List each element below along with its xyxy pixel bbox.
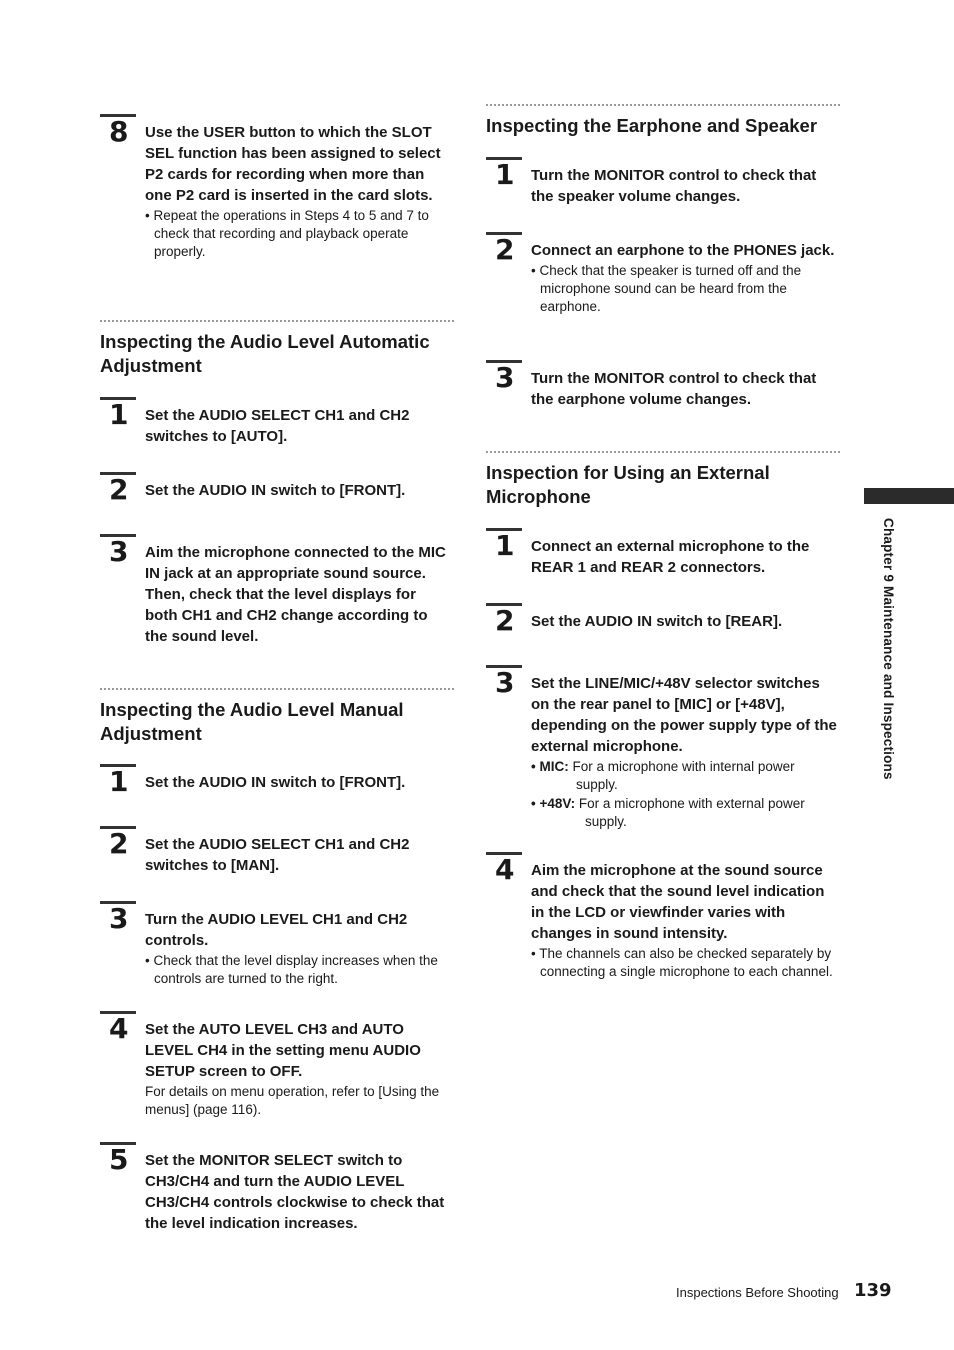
- step-instruction: Set the LINE/MIC/+48V selector switches on the rear panel to [MIC] or [+48V], depending on the power supply type of the external microphone.: [531, 675, 837, 755]
- step-note: • Repeat the operations in Steps 4 to 5 and 7 to check that recording and playback operate properly.: [145, 208, 429, 259]
- step-text: [145, 1019, 451, 1119]
- step-instruction: Aim the microphone at the sound source and check that the sound level indication in the LCD or viewfinder varies with changes in sound intensity.: [531, 862, 825, 942]
- step-instruction: Connect an external microphone to the REAR 1 and REAR 2 connectors.: [531, 538, 810, 576]
- step-number: 3: [486, 665, 522, 698]
- step-instruction: Aim the microphone connected to the MIC IN jack at an appropriate sound source. Then, check that the level displays for both CH1 and CH2 change according to the sound level.: [145, 544, 446, 645]
- page-number: 139: [854, 1280, 892, 1301]
- step-number: 3: [486, 360, 522, 393]
- step-number: 3: [100, 534, 136, 567]
- section-divider: [100, 688, 454, 690]
- chapter-tab-marker: [864, 488, 954, 504]
- step-number: 2: [486, 232, 522, 265]
- step-note: • Check that the speaker is turned off and the microphone sound can be heard from the earphone.: [531, 263, 802, 314]
- step-number: 1: [100, 764, 136, 797]
- step-number: 1: [100, 397, 136, 430]
- step-instruction: Set the AUDIO SELECT CH1 and CH2 switches to [AUTO].: [145, 407, 410, 445]
- section-title: Inspecting the Earphone and Speaker: [486, 115, 818, 136]
- v48-label: • +48V:: [531, 796, 576, 811]
- section-external-mic: [486, 451, 842, 509]
- step-instruction: Set the AUDIO IN switch to [FRONT].: [145, 774, 406, 791]
- step-instruction: Turn the MONITOR control to check that the speaker volume changes.: [531, 167, 817, 205]
- step-number: 1: [486, 528, 522, 561]
- section-title: Inspection for Using an External Microphone: [486, 462, 770, 507]
- step-text: [531, 240, 837, 316]
- section-earphone: [486, 104, 842, 138]
- mic-note: [531, 758, 837, 794]
- v48-text: For a microphone with external power supply.: [578, 796, 805, 829]
- step-number: 2: [486, 603, 522, 636]
- step-instruction: Set the AUDIO IN switch to [REAR].: [531, 613, 783, 630]
- step-instruction: Use the USER button to which the SLOT SEL function has been assigned to select P2 cards for recording when more than one P2 card is inserted in the card slots.: [145, 124, 441, 204]
- footer-section-label: Inspections Before Shooting: [676, 1285, 839, 1300]
- step-note: • Check that the level display increases when the controls are turned to the right.: [145, 953, 438, 986]
- section-title: Inspecting the Audio Level Manual Adjustment: [100, 699, 404, 744]
- section-audio-manual: [100, 688, 456, 746]
- step-instruction: Set the MONITOR SELECT switch to CH3/CH4 and turn the AUDIO LEVEL CH3/CH4 controls clockwise to check that the level indication increases.: [145, 1152, 445, 1232]
- step-number: 4: [100, 1011, 136, 1044]
- step-number: 2: [100, 826, 136, 859]
- step-note: For details on menu operation, refer to [Using the menus] (page 116).: [145, 1084, 440, 1117]
- step-note: • The channels can also be checked separately by connecting a single microphone to each channel.: [531, 946, 833, 979]
- step-number: 2: [100, 472, 136, 505]
- v48-note: [531, 795, 837, 831]
- section-title: Inspecting the Audio Level Automatic Adjustment: [100, 331, 430, 376]
- step-number: 3: [100, 901, 136, 934]
- step-instruction: Set the AUDIO SELECT CH1 and CH2 switches to [MAN].: [145, 836, 410, 874]
- section-divider: [100, 320, 454, 322]
- step-instruction: Turn the MONITOR control to check that the earphone volume changes.: [531, 370, 817, 408]
- step-number: 4: [486, 852, 522, 885]
- step-text: [531, 673, 837, 831]
- step-number: 1: [486, 157, 522, 190]
- section-divider: [486, 451, 840, 453]
- step-text: [145, 909, 451, 988]
- mic-text: For a microphone with internal power supply.: [572, 759, 795, 792]
- step-text: [531, 860, 837, 981]
- section-divider: [486, 104, 840, 106]
- step-instruction: Set the AUTO LEVEL CH3 and AUTO LEVEL CH4 in the setting menu AUDIO SETUP screen to OFF.: [145, 1021, 421, 1080]
- step-number: 5: [100, 1142, 136, 1175]
- mic-label: • MIC:: [531, 759, 569, 774]
- step-text: [145, 122, 451, 261]
- step-instruction: Turn the AUDIO LEVEL CH1 and CH2 controls.: [145, 911, 408, 949]
- chapter-side-label: Chapter 9 Maintenance and Inspections: [881, 518, 896, 780]
- step-instruction: Set the AUDIO IN switch to [FRONT].: [145, 482, 406, 499]
- step-instruction: Connect an earphone to the PHONES jack.: [531, 242, 835, 259]
- section-audio-auto: [100, 320, 456, 378]
- step-number: 8: [100, 114, 136, 147]
